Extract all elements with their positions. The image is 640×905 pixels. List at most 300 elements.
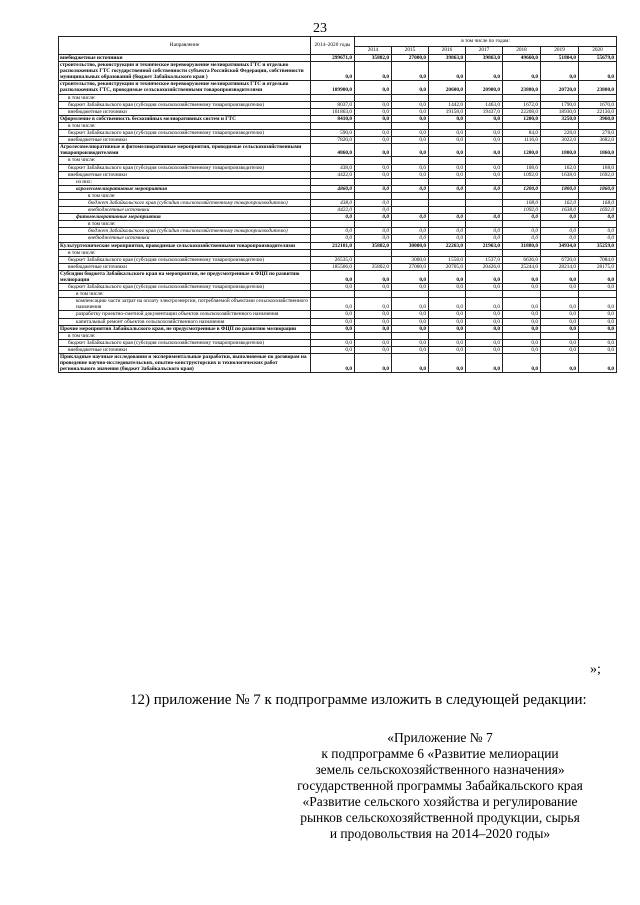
row-value: 1638,0 [541,171,579,178]
row-value: 1116,0 [503,137,541,144]
row-value: 438,0 [311,164,355,171]
row-value: 0,0 [311,354,355,373]
row-value: 0,0 [503,62,541,81]
table-row [59,284,617,291]
row-value: 0,0 [466,311,503,318]
row-value: 0,0 [541,325,579,332]
row-value [355,192,392,199]
row-value: 0,0 [503,325,541,332]
row-value [355,94,392,101]
row-value [355,157,392,164]
row-value [311,291,355,298]
row-value: 0,0 [355,199,392,206]
row-value: 1092,0 [503,207,541,214]
row-value [579,332,617,339]
row-value: 7820,0 [311,137,355,144]
closing-quote: »; [590,662,601,677]
row-value: 0,0 [466,214,503,221]
row-value [311,178,355,185]
table-row [59,332,617,339]
row-value: 0,0 [579,339,617,346]
row-value: 26535,0 [311,256,355,263]
row-value [579,291,617,298]
header-year: 2020 [579,47,617,55]
row-value: 0,0 [466,318,503,325]
row-value [503,178,541,185]
row-label: Прикладные научные исследования и экспериментальные разработки, выполняемые по договорам на проведение научно-исследовательских, опытно-конструкторских и технологических работ регионального значения (бюджет Забайкальского края) [59,354,311,373]
table-row [59,270,617,283]
row-value: 0,0 [355,339,392,346]
row-value: 84,0 [503,130,541,137]
row-value: 8410,0 [311,115,355,122]
row-value: 1672,0 [503,101,541,108]
row-value [392,199,429,206]
row-value: 0,0 [503,228,541,235]
row-value [429,178,466,185]
row-value: 34934,0 [541,242,579,249]
row-label: в том числе: [59,122,311,129]
table-row [59,346,617,353]
row-label: строительство, реконструкция и техническое перевооружение мелиоративных ГТС и отдельно расположенных ГТС, проводимые сельскохозяйственными товаропроизводителями [59,81,311,94]
row-label: бюджет Забайкальского края (субсидия сельскохозяйственному товаропроизводителю) [59,164,311,171]
row-value: 185566,0 [311,263,355,270]
row-value: 0,0 [579,284,617,291]
row-value: 0,0 [355,284,392,291]
row-label: компенсацию части затрат на оплату электроэнергии, потребляемой объектами сельскохозяйственного назначения [59,298,311,311]
row-value [311,221,355,228]
row-value: 0,0 [503,311,541,318]
row-label: бюджет Забайкальского края (субсидия сельскохозяйственному товаропроизводителю) [59,130,311,137]
table-row [59,298,617,311]
table-row [59,122,617,129]
row-value: 162,0 [541,199,579,206]
row-value [392,192,429,199]
row-value: 0,0 [503,339,541,346]
row-value: 0,0 [392,325,429,332]
row-value: 19158,0 [429,108,466,115]
row-value: 0,0 [466,270,503,283]
row-value: 0,0 [392,214,429,221]
row-value: 22130,0 [579,108,617,115]
table-row [59,55,617,62]
appendix-line: «Приложение № 7 [387,730,493,745]
row-value: 0,0 [466,228,503,235]
row-value: 0,0 [392,81,429,94]
row-value: 0,0 [392,270,429,283]
row-value: 0,0 [579,325,617,332]
row-value: 0,0 [579,270,617,283]
row-value [392,157,429,164]
row-label: Культуртехнические мероприятия, проводимые сельскохозяйственными товаропроизводителями [59,242,311,249]
row-value: 30000,0 [392,242,429,249]
row-value: 0,0 [311,325,355,332]
row-value: 0,0 [429,144,466,157]
row-value [503,249,541,256]
row-value: 23880,0 [503,81,541,94]
row-value: 0,0 [429,115,466,122]
row-value [392,291,429,298]
row-value: 6720,0 [541,256,579,263]
row-value: 0,0 [429,318,466,325]
row-value [541,94,579,101]
row-value: 27000,0 [392,55,429,62]
appendix-heading [280,730,600,842]
row-value: 7084,0 [579,256,617,263]
row-value: 0,0 [466,339,503,346]
row-value: 0,0 [392,346,429,353]
row-value: 0,0 [541,235,579,242]
row-label: в том числе: [59,291,311,298]
row-value: 1463,0 [466,101,503,108]
row-value: 0,0 [392,228,429,235]
row-value: 0,0 [429,325,466,332]
row-value [429,122,466,129]
row-value [579,157,617,164]
row-value: 8037,0 [311,101,355,108]
row-value [355,256,392,263]
table-row [59,207,617,214]
row-value: 27000,0 [392,263,429,270]
header-year: 2015 [392,47,429,55]
row-value: 0,0 [503,214,541,221]
row-value: 109900,0 [311,81,355,94]
row-value: 0,0 [503,270,541,283]
table-row [59,318,617,325]
row-value [579,122,617,129]
table-row [59,192,617,199]
row-value: 168,0 [579,199,617,206]
row-value: 51804,0 [541,55,579,62]
row-value: 0,0 [541,228,579,235]
row-value [355,249,392,256]
row-value [466,332,503,339]
row-value: 1442,0 [429,101,466,108]
row-value [429,249,466,256]
table-row [59,94,617,101]
row-value: 0,0 [429,270,466,283]
row-value [429,157,466,164]
row-value: 0,0 [541,284,579,291]
row-value: 0,0 [466,354,503,373]
row-value [429,221,466,228]
row-value [311,94,355,101]
row-value: 0,0 [429,137,466,144]
row-value: 0,0 [466,298,503,311]
row-value: 0,0 [355,311,392,318]
row-value: 0,0 [579,298,617,311]
row-value [466,122,503,129]
page-number: 23 [313,21,327,36]
row-value: 28214,0 [541,263,579,270]
row-value: 0,0 [355,214,392,221]
row-value [429,192,466,199]
row-label: агролесомелиоративные мероприятия [59,185,311,192]
row-value: 0,0 [311,62,355,81]
table-row [59,325,617,332]
row-value: 18930,0 [541,108,579,115]
row-value: 0,0 [429,171,466,178]
row-value [503,192,541,199]
row-label: внебюджетные источники [59,207,311,214]
row-value: 0,0 [355,354,392,373]
row-value: 0,0 [541,214,579,221]
row-value: 0,0 [355,228,392,235]
row-value: 0,0 [579,318,617,325]
row-value: 0,0 [311,298,355,311]
row-value [466,291,503,298]
table-row [59,221,617,228]
row-value [541,332,579,339]
row-value: 0,0 [355,130,392,137]
row-value: 0,0 [392,311,429,318]
row-value: 0,0 [355,207,392,214]
row-value: 0,0 [429,284,466,291]
row-value [503,291,541,298]
row-value: 0,0 [541,354,579,373]
row-value: 19437,0 [466,108,503,115]
header-year: 2016 [429,47,466,55]
row-value: 1860,0 [579,185,617,192]
row-value [466,94,503,101]
row-value: 0,0 [429,214,466,221]
row-value: 39863,0 [429,55,466,62]
row-value: 108,0 [503,164,541,171]
row-value: 0,0 [355,144,392,157]
table-row [59,199,617,206]
row-value: 35802,0 [355,55,392,62]
row-value: 20426,0 [466,263,503,270]
row-value: 108,0 [503,199,541,206]
row-value: 168,0 [579,164,617,171]
row-value: 22263,0 [429,242,466,249]
row-value: 0,0 [466,185,503,192]
row-value: 1692,0 [579,207,617,214]
row-value: 1860,0 [579,144,617,157]
row-label: внебюджетные источники [59,235,311,242]
row-value: 20900,0 [466,81,503,94]
appendix-line: государственной программы Забайкальского края [297,778,583,793]
row-value: 0,0 [429,228,466,235]
row-value [579,249,617,256]
row-value: 0,0 [579,62,617,81]
row-label: фитомелиоративные мероприятия [59,214,311,221]
row-value: 20600,0 [429,81,466,94]
table-row [59,354,617,373]
row-label: из них: [59,178,311,185]
row-value: 0,0 [503,346,541,353]
row-value: 0,0 [311,270,355,283]
row-value: 0,0 [429,346,466,353]
row-value [541,192,579,199]
row-value: 39863,0 [466,55,503,62]
table-row [59,185,617,192]
row-value: 1200,0 [503,185,541,192]
row-value: 0,0 [429,164,466,171]
row-value: 0,0 [311,339,355,346]
row-value: 0,0 [392,62,429,81]
row-label: Оформление в собственность бесхозяйных мелиоративных систем и ГТС [59,115,311,122]
row-value: 0,0 [355,115,392,122]
row-value: 0,0 [429,62,466,81]
row-value: 0,0 [503,298,541,311]
row-value [541,157,579,164]
row-value: 0,0 [355,101,392,108]
row-label: бюджет Забайкальского края (субсидия сельскохозяйственному товаропроизводителю) [59,228,311,235]
row-label: внебюджетные источники [59,263,311,270]
table-row [59,228,617,235]
row-value [503,332,541,339]
row-value: 0,0 [541,346,579,353]
row-value: 101863,0 [311,108,355,115]
row-value: 20705,0 [429,263,466,270]
table-row [59,81,617,94]
table-row [59,214,617,221]
row-value: 3022,0 [541,137,579,144]
row-label: в том числе: [59,192,311,199]
row-value [466,207,503,214]
row-value: 0,0 [429,339,466,346]
row-value: 0,0 [541,311,579,318]
row-value: 0,0 [466,325,503,332]
table-row [59,178,617,185]
row-value: 0,0 [429,311,466,318]
row-label: в том числе: [59,332,311,339]
table-row [59,339,617,346]
row-value: 0,0 [355,270,392,283]
row-value: 0,0 [466,171,503,178]
row-value [429,199,466,206]
row-value: 6636,0 [503,256,541,263]
row-label: внебюджетные источники [59,137,311,144]
row-value: 212101,0 [311,242,355,249]
row-value: 1800,0 [541,185,579,192]
row-value: 0,0 [355,164,392,171]
row-value [579,94,617,101]
row-value [392,207,429,214]
row-label: Агролесомелиоративные и фитомелиоративные мероприятия, проводимые сельскохозяйственными товаропроизводителями [59,144,311,157]
row-value: 0,0 [429,298,466,311]
row-value: 0,0 [392,318,429,325]
row-value [541,221,579,228]
appendix-line: и продовольствия на 2014–2020 годы» [329,826,551,841]
row-value: 0,0 [355,171,392,178]
row-value: 0,0 [466,346,503,353]
row-label: внебюджетные источники [59,171,311,178]
header-year: 2017 [466,47,503,55]
row-value [503,157,541,164]
row-value: 0,0 [579,228,617,235]
row-label: в том числе: [59,94,311,101]
row-value: 1638,0 [541,207,579,214]
row-value: 23800,0 [579,81,617,94]
row-value [355,291,392,298]
row-value: 25244,0 [503,263,541,270]
row-value [429,291,466,298]
row-value [355,122,392,129]
row-value [392,122,429,129]
row-value: 3960,0 [579,115,617,122]
row-value: 590,0 [311,130,355,137]
row-value: 1800,0 [541,144,579,157]
row-value: 438,0 [311,199,355,206]
row-value [579,221,617,228]
table-row [59,291,617,298]
row-value: 0,0 [541,318,579,325]
row-value [466,199,503,206]
row-value: 35802,0 [355,242,392,249]
table-row [59,256,617,263]
row-value: 0,0 [311,346,355,353]
row-value: 0,0 [355,62,392,81]
row-value: 49660,0 [503,55,541,62]
table-row [59,62,617,81]
table-row [59,137,617,144]
row-value: 0,0 [355,298,392,311]
row-value [503,122,541,129]
row-value: 0,0 [503,235,541,242]
row-value: 0,0 [466,235,503,242]
row-value: 0,0 [392,298,429,311]
row-value: 22208,0 [503,108,541,115]
header-total-period: 2014–2020 годы [311,37,355,55]
row-value [392,249,429,256]
row-value: 0,0 [579,354,617,373]
row-value: 0,0 [579,214,617,221]
amendment-point-12: 12) приложение № 7 к подпрограмме изложить в следующей редакции: [130,692,587,708]
table-row [59,263,617,270]
row-value: 0,0 [392,108,429,115]
row-value: 1670,0 [579,101,617,108]
row-value [392,94,429,101]
row-value [541,249,579,256]
row-value [355,221,392,228]
row-value: 278,0 [579,130,617,137]
row-value: 0,0 [311,214,355,221]
row-value: 35259,0 [579,242,617,249]
row-value: 3682,0 [579,137,617,144]
row-value: 0,0 [392,171,429,178]
row-value: 20720,0 [541,81,579,94]
table-row [59,171,617,178]
row-value [541,122,579,129]
row-label: бюджет Забайкальского края (субсидия сельскохозяйственному товаропроизводителю) [59,256,311,263]
row-value: 0,0 [355,137,392,144]
table-row [59,101,617,108]
row-value [466,192,503,199]
row-value: 1200,0 [503,144,541,157]
row-value [579,178,617,185]
row-value: 0,0 [541,339,579,346]
row-value: 0,0 [466,284,503,291]
row-value: 0,0 [392,115,429,122]
row-label: в том числе: [59,157,311,164]
row-value: 3250,0 [541,115,579,122]
row-value: 0,0 [466,164,503,171]
row-value [355,178,392,185]
row-value [311,249,355,256]
table-row [59,235,617,242]
row-value: 0,0 [311,235,355,242]
row-label: Прочие мероприятия Забайкальского края, не предусмотренные в ФЦП по развитию мелиорации [59,325,311,332]
row-value: 55679,0 [579,55,617,62]
row-value: 3000,0 [392,256,429,263]
row-label: в том числе: [59,221,311,228]
row-value [311,332,355,339]
table-row [59,130,617,137]
row-value: 0,0 [466,137,503,144]
row-value: 299671,0 [311,55,355,62]
row-value: 28175,0 [579,263,617,270]
